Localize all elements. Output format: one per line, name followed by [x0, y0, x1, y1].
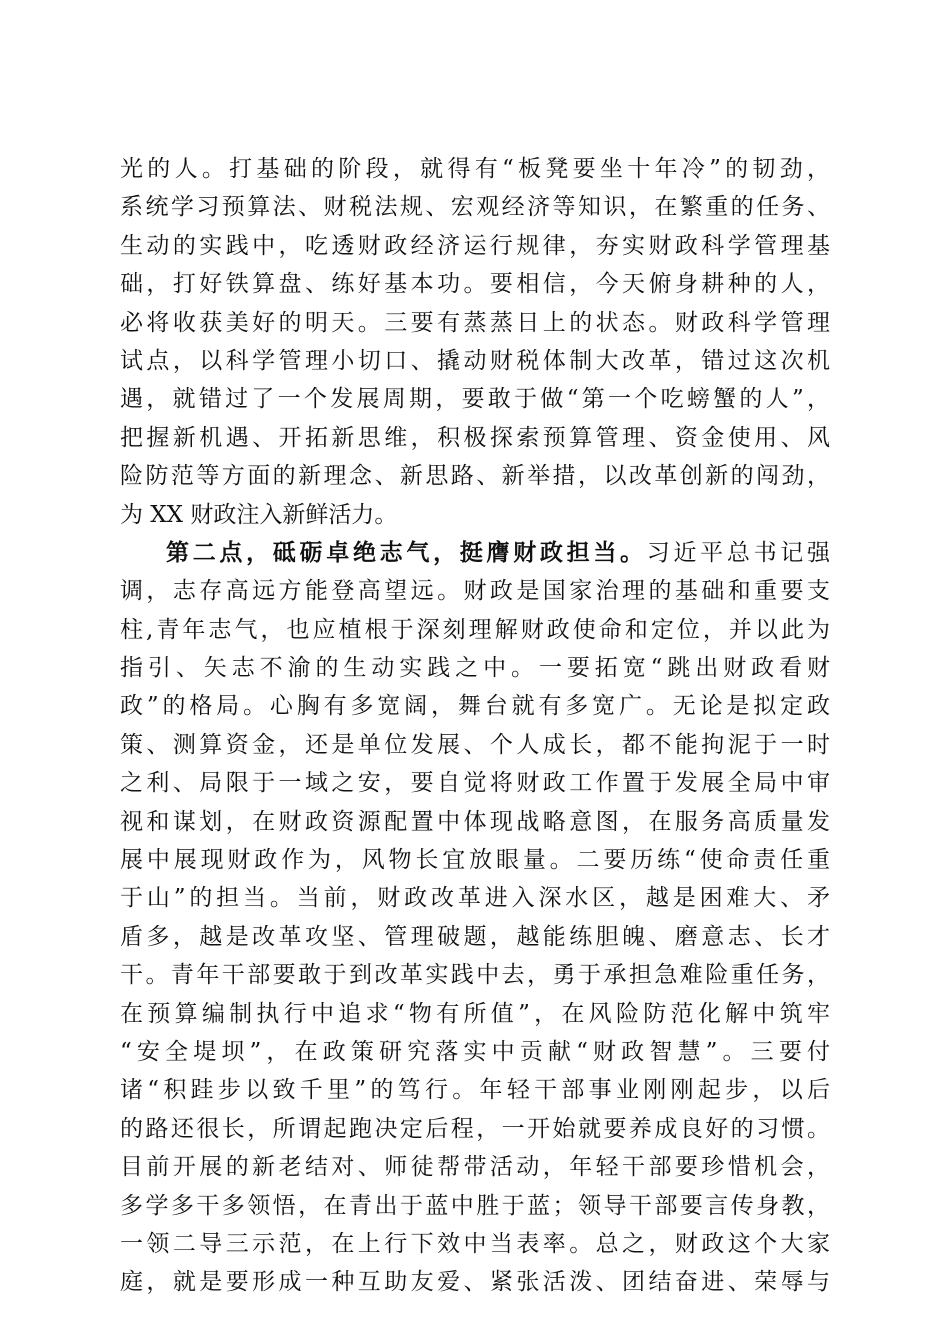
text-line: 柱,青年志气，也应植根于深刻理解财政使命和定位，并以此为 [120, 616, 830, 643]
paragraph-2-first-line [120, 534, 830, 572]
text-line: 庭，就是要形成一种互助友爱、紧张活泼、团结奋进、荣辱与 [120, 1269, 830, 1296]
text-line: 盾多，越是改革攻坚、管理破题，越能练胆魄、磨意志、长才 [120, 923, 830, 950]
text-line: 于山”的担当。当前，财政改革进入深水区，越是困难大、矛 [120, 885, 830, 912]
text-line: 在预算编制执行中追求“物有所值”，在风险防范化解中筑牢 [120, 1000, 830, 1027]
text-line: 展中展现财政作为，风物长宜放眼量。二要历练“使命责任重 [120, 847, 830, 874]
text-line: 把握新机遇、开拓新思维，积极探索预算管理、资金使用、风 [120, 424, 830, 451]
text-line: 础，打好铁算盘、练好基本功。要相信，今天俯身耕种的人， [120, 271, 830, 298]
text-line: 诸“积跬步以致千里”的笃行。年轻干部事业刚刚起步，以后 [120, 1077, 830, 1104]
text-line: 系统学习预算法、财税法规、宏观经济等知识，在繁重的任务、 [120, 194, 830, 221]
text-line: “安全堤坝”，在政策研究落实中贡献“财政智慧”。三要付 [120, 1038, 830, 1065]
text-line: 指引、矢志不渝的生动实践之中。一要拓宽“跳出财政看财 [120, 655, 830, 682]
text-line: 目前开展的新老结对、师徒帮带活动，年轻干部要珍惜机会， [120, 1154, 830, 1181]
text-line: 为 XX 财政注入新鲜活力。 [120, 501, 398, 528]
text-line: 险防范等方面的新理念、新思路、新举措，以改革创新的闯劲， [120, 463, 830, 490]
paragraph-1 [120, 150, 830, 534]
text-line: 遇，就错过了一个发展周期，要敢于做“第一个吃螃蟹的人”， [120, 386, 830, 413]
body-text [120, 150, 830, 1302]
text-line: 调，志存高远方能登高望远。财政是国家治理的基础和重要支 [120, 578, 830, 605]
text-line: 的路还很长，所谓起跑决定后程，一开始就要养成良好的习惯。 [120, 1115, 830, 1142]
text-line: 光的人。打基础的阶段，就得有“板凳要坐十年冷”的韧劲， [120, 156, 830, 182]
text-line: 一领二导三示范，在上行下效中当表率。总之，财政这个大家 [120, 1230, 830, 1257]
text-line: 策、测算资金，还是单位发展、个人成长，都不能拘泥于一时 [120, 731, 830, 758]
text-line: 试点，以科学管理小切口、撬动财税体制大改革，错过这次机 [120, 347, 830, 374]
text-line: 必将收获美好的明天。三要有蒸蒸日上的状态。财政科学管理 [120, 309, 830, 336]
text-line: 多学多干多领悟，在青出于蓝中胜于蓝；领导干部要言传身教， [120, 1192, 830, 1219]
text-line: 视和谋划，在财政资源配置中体现战略意图，在服务高质量发 [120, 808, 830, 835]
text-line: 之利、局限于一域之安，要自觉将财政工作置于发展全局中审 [120, 770, 830, 797]
text-line: 生动的实践中，吃透财政经济运行规律，夯实财政科学管理基 [120, 232, 830, 259]
paragraph-2 [120, 534, 830, 1302]
section-heading: 第二点，砥砺卓绝志气，挺膺财政担当。 [166, 538, 647, 566]
text-line: 政”的格局。心胸有多宽阔，舞台就有多宽广。无论是拟定政 [120, 693, 830, 720]
text-line: 干。青年干部要敢于到改革实践中去，勇于承担急难险重任务， [120, 962, 830, 989]
text-segment: 习近平总书记强 [646, 539, 831, 566]
